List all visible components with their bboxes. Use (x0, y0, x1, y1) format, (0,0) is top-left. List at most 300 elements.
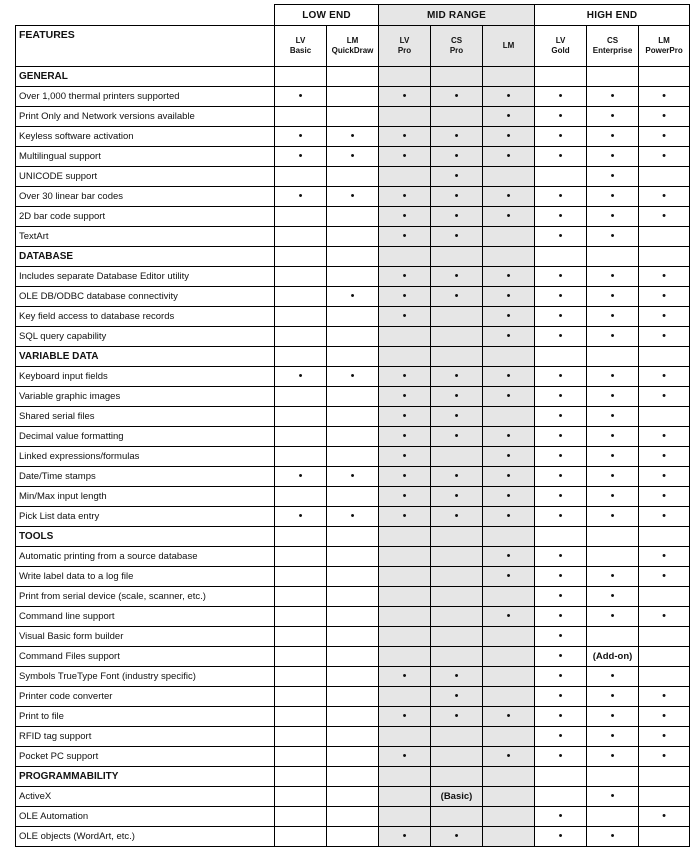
section-filler-cell (379, 247, 431, 267)
feature-value-cell (275, 787, 327, 807)
section-filler-cell (587, 247, 639, 267)
product-header (379, 26, 431, 67)
feature-value-cell (275, 107, 327, 127)
section-filler-cell (639, 247, 690, 267)
feature-value-cell: • (587, 487, 639, 507)
feature-row (16, 547, 690, 567)
feature-value-cell: • (587, 187, 639, 207)
feature-value-cell (483, 407, 535, 427)
feature-value-cell (327, 727, 379, 747)
feature-value-cell: • (275, 367, 327, 387)
feature-value-cell: • (431, 367, 483, 387)
feature-value-cell: • (379, 287, 431, 307)
product-edition: Enterprise (592, 46, 633, 55)
feature-value-cell (379, 627, 431, 647)
feature-value-cell: • (431, 427, 483, 447)
group-low-end: LOW END (275, 5, 379, 26)
feature-value-cell: • (639, 747, 690, 767)
feature-value-cell: • (379, 487, 431, 507)
feature-value-cell (275, 587, 327, 607)
feature-label: Print to file (16, 707, 275, 727)
feature-value-cell (275, 547, 327, 567)
feature-value-cell (327, 567, 379, 587)
feature-value-cell: • (535, 507, 587, 527)
section-filler-cell (327, 67, 379, 87)
section-title: GENERAL (16, 67, 275, 87)
feature-row (16, 747, 690, 767)
feature-row (16, 87, 690, 107)
feature-row (16, 287, 690, 307)
corner-cell (16, 5, 275, 26)
feature-label: Over 30 linear bar codes (16, 187, 275, 207)
product-line: LV (399, 36, 410, 45)
feature-value-cell: • (587, 327, 639, 347)
feature-value-cell (327, 587, 379, 607)
feature-label: SQL query capability (16, 327, 275, 347)
feature-value-cell (379, 587, 431, 607)
feature-value-cell: • (483, 747, 535, 767)
section-filler-cell (431, 247, 483, 267)
feature-value-cell: • (587, 587, 639, 607)
feature-value-cell (275, 567, 327, 587)
feature-value-cell: • (535, 187, 587, 207)
feature-value-cell (483, 627, 535, 647)
feature-value-cell (275, 387, 327, 407)
feature-value-cell (431, 727, 483, 747)
section-filler-cell (327, 767, 379, 787)
feature-value-cell: • (535, 667, 587, 687)
section-filler-cell (535, 247, 587, 267)
section-filler-cell (587, 347, 639, 367)
feature-value-cell: • (535, 427, 587, 447)
feature-row (16, 667, 690, 687)
section-filler-cell (535, 767, 587, 787)
feature-value-cell: • (327, 287, 379, 307)
product-line: LV (555, 36, 566, 45)
feature-value-cell (431, 747, 483, 767)
feature-value-cell: • (587, 427, 639, 447)
feature-value-cell: • (535, 227, 587, 247)
section-filler-cell (639, 527, 690, 547)
feature-value-cell (327, 107, 379, 127)
feature-value-cell (431, 107, 483, 127)
feature-value-cell: • (535, 387, 587, 407)
feature-label: Decimal value formatting (16, 427, 275, 447)
feature-value-cell: • (379, 407, 431, 427)
feature-value-cell (379, 607, 431, 627)
feature-value-cell: • (431, 687, 483, 707)
feature-value-cell: • (483, 127, 535, 147)
feature-value-cell (275, 407, 327, 427)
feature-value-cell: • (639, 327, 690, 347)
feature-value-cell (275, 647, 327, 667)
feature-value-cell: • (431, 207, 483, 227)
feature-value-cell: • (431, 227, 483, 247)
section-filler-cell (379, 527, 431, 547)
feature-row (16, 507, 690, 527)
feature-row (16, 147, 690, 167)
feature-value-cell: • (639, 187, 690, 207)
feature-value-cell: • (327, 367, 379, 387)
feature-value-cell (379, 787, 431, 807)
feature-value-cell: • (275, 127, 327, 147)
feature-value-cell: • (639, 467, 690, 487)
feature-value-cell (327, 667, 379, 687)
feature-value-cell: • (639, 107, 690, 127)
feature-value-cell (327, 427, 379, 447)
product-edition: PowerPro (645, 46, 683, 55)
feature-value-cell: • (431, 407, 483, 427)
feature-value-cell (587, 807, 639, 827)
feature-label: Write label data to a log file (16, 567, 275, 587)
feature-value-cell (327, 307, 379, 327)
feature-value-cell (379, 547, 431, 567)
feature-label: Multilingual support (16, 147, 275, 167)
feature-value-cell (275, 487, 327, 507)
feature-value-cell: • (431, 187, 483, 207)
feature-value-cell: • (379, 427, 431, 447)
feature-value-cell: • (587, 387, 639, 407)
feature-value-cell (327, 87, 379, 107)
feature-row (16, 407, 690, 427)
feature-value-cell (483, 687, 535, 707)
product-header (535, 26, 587, 67)
feature-value-cell: • (535, 367, 587, 387)
feature-value-cell (431, 547, 483, 567)
feature-value-cell: • (431, 507, 483, 527)
section-filler-cell (275, 67, 327, 87)
feature-value-cell (327, 327, 379, 347)
section-filler-cell (483, 247, 535, 267)
feature-value-cell (535, 167, 587, 187)
feature-value-cell: • (535, 207, 587, 227)
section-filler-cell (431, 347, 483, 367)
feature-rows (16, 67, 690, 847)
feature-value-cell: • (327, 507, 379, 527)
product-line: LM (502, 41, 515, 50)
section-filler-cell (483, 767, 535, 787)
feature-value-cell (483, 787, 535, 807)
feature-label: Symbols TrueType Font (industry specific) (16, 667, 275, 687)
feature-value-cell (275, 727, 327, 747)
feature-label: 2D bar code support (16, 207, 275, 227)
feature-label: Print from serial device (scale, scanner, etc.) (16, 587, 275, 607)
feature-value-cell (431, 567, 483, 587)
section-filler-cell (587, 527, 639, 547)
feature-value-cell: • (639, 567, 690, 587)
feature-value-cell (327, 607, 379, 627)
feature-value-cell (483, 727, 535, 747)
feature-value-cell: • (587, 147, 639, 167)
feature-value-cell: • (639, 727, 690, 747)
feature-value-cell: • (483, 447, 535, 467)
feature-label: OLE Automation (16, 807, 275, 827)
section-filler-cell (275, 767, 327, 787)
feature-value-cell: • (275, 87, 327, 107)
feature-value-cell (639, 587, 690, 607)
group-high-end: HIGH END (535, 5, 690, 26)
feature-label: Keyboard input fields (16, 367, 275, 387)
feature-value-cell (327, 407, 379, 427)
feature-value-cell: • (483, 107, 535, 127)
feature-value-cell: • (483, 467, 535, 487)
section-row (16, 247, 690, 267)
feature-value-cell: • (639, 147, 690, 167)
feature-value-cell (587, 627, 639, 647)
feature-row (16, 167, 690, 187)
feature-value-cell: • (535, 267, 587, 287)
feature-value-cell: • (587, 127, 639, 147)
feature-value-cell: • (379, 667, 431, 687)
product-edition: Gold (551, 46, 570, 55)
feature-value-cell: • (639, 87, 690, 107)
feature-value-cell (483, 587, 535, 607)
section-filler-cell (431, 67, 483, 87)
section-filler-cell (639, 767, 690, 787)
feature-value-cell: • (483, 307, 535, 327)
feature-value-cell: • (587, 407, 639, 427)
feature-value-cell (327, 827, 379, 847)
feature-value-cell: • (327, 467, 379, 487)
group-mid-range: MID RANGE (379, 5, 535, 26)
feature-value-cell (275, 627, 327, 647)
feature-value-cell: • (587, 107, 639, 127)
feature-value-cell: • (483, 387, 535, 407)
section-filler-cell (535, 67, 587, 87)
section-filler-cell (535, 347, 587, 367)
feature-value-cell: • (639, 507, 690, 527)
feature-value-cell: • (639, 267, 690, 287)
feature-value-cell: • (327, 147, 379, 167)
section-filler-cell (327, 527, 379, 547)
feature-value-cell: • (379, 87, 431, 107)
section-filler-cell (431, 527, 483, 547)
feature-value-cell: • (483, 567, 535, 587)
feature-value-cell: • (639, 307, 690, 327)
feature-value-cell: • (431, 827, 483, 847)
feature-value-cell (275, 267, 327, 287)
feature-value-cell: • (535, 627, 587, 647)
feature-value-cell (431, 647, 483, 667)
feature-value-cell: • (639, 127, 690, 147)
feature-value-cell: • (535, 287, 587, 307)
feature-value-cell (327, 627, 379, 647)
feature-row (16, 727, 690, 747)
feature-value-cell: • (587, 167, 639, 187)
feature-label: Keyless software activation (16, 127, 275, 147)
feature-label: TextArt (16, 227, 275, 247)
feature-label: Date/Time stamps (16, 467, 275, 487)
section-filler-cell (275, 347, 327, 367)
product-header-row (16, 26, 690, 67)
product-header (639, 26, 690, 67)
section-filler-cell (639, 347, 690, 367)
product-edition: Pro (397, 46, 412, 55)
feature-row (16, 367, 690, 387)
feature-value-cell (327, 787, 379, 807)
feature-value-cell: • (535, 647, 587, 667)
feature-label: Automatic printing from a source database (16, 547, 275, 567)
feature-value-cell: • (431, 267, 483, 287)
feature-value-cell: • (535, 807, 587, 827)
feature-value-cell: • (483, 607, 535, 627)
section-row (16, 527, 690, 547)
feature-value-cell (275, 427, 327, 447)
feature-value-cell: • (587, 307, 639, 327)
feature-value-cell (431, 307, 483, 327)
feature-value-cell (275, 307, 327, 327)
feature-row (16, 307, 690, 327)
feature-value-cell: (Basic) (431, 787, 483, 807)
feature-row (16, 327, 690, 347)
feature-value-cell: • (275, 467, 327, 487)
product-header (327, 26, 379, 67)
feature-value-cell: • (587, 227, 639, 247)
feature-value-cell (431, 587, 483, 607)
section-filler-cell (327, 347, 379, 367)
section-title: TOOLS (16, 527, 275, 547)
feature-row (16, 227, 690, 247)
feature-value-cell: • (639, 547, 690, 567)
feature-value-cell (275, 167, 327, 187)
feature-row (16, 807, 690, 827)
feature-value-cell: • (535, 87, 587, 107)
feature-value-cell: • (431, 87, 483, 107)
section-filler-cell (483, 527, 535, 547)
section-filler-cell (379, 767, 431, 787)
feature-value-cell: • (535, 147, 587, 167)
feature-label: Command line support (16, 607, 275, 627)
feature-value-cell (639, 227, 690, 247)
feature-value-cell: • (483, 187, 535, 207)
feature-value-cell (639, 667, 690, 687)
feature-row (16, 567, 690, 587)
feature-row (16, 207, 690, 227)
feature-value-cell: • (379, 307, 431, 327)
feature-value-cell: • (483, 287, 535, 307)
feature-value-cell: • (379, 267, 431, 287)
section-filler-cell (483, 67, 535, 87)
feature-value-cell: • (587, 747, 639, 767)
feature-value-cell: • (587, 367, 639, 387)
feature-value-cell (275, 667, 327, 687)
feature-value-cell: • (535, 687, 587, 707)
feature-value-cell: • (379, 227, 431, 247)
feature-value-cell: • (587, 667, 639, 687)
feature-value-cell: • (379, 707, 431, 727)
product-edition: Pro (449, 46, 464, 55)
feature-row (16, 447, 690, 467)
feature-value-cell (379, 647, 431, 667)
section-title: DATABASE (16, 247, 275, 267)
feature-value-cell: • (639, 287, 690, 307)
product-header (587, 26, 639, 67)
feature-value-cell: • (379, 507, 431, 527)
product-header (275, 26, 327, 67)
feature-value-cell: • (483, 367, 535, 387)
feature-value-cell: • (483, 507, 535, 527)
product-line: LM (658, 36, 670, 45)
section-row (16, 767, 690, 787)
feature-row (16, 487, 690, 507)
feature-value-cell: • (587, 707, 639, 727)
feature-value-cell (431, 327, 483, 347)
feature-value-cell (379, 807, 431, 827)
feature-value-cell (483, 807, 535, 827)
feature-value-cell: • (379, 387, 431, 407)
feature-value-cell: • (535, 827, 587, 847)
feature-value-cell: • (535, 107, 587, 127)
feature-row (16, 107, 690, 127)
feature-label: Printer code converter (16, 687, 275, 707)
feature-value-cell (639, 167, 690, 187)
feature-value-cell (431, 807, 483, 827)
feature-value-cell: • (535, 487, 587, 507)
feature-value-cell (431, 607, 483, 627)
feature-value-cell: • (587, 687, 639, 707)
feature-value-cell: • (379, 147, 431, 167)
feature-value-cell (327, 807, 379, 827)
product-line: CS (606, 36, 619, 45)
feature-value-cell: • (535, 467, 587, 487)
feature-value-cell: • (639, 807, 690, 827)
feature-value-cell (483, 827, 535, 847)
section-filler-cell (483, 347, 535, 367)
feature-value-cell: • (379, 187, 431, 207)
feature-value-cell (327, 387, 379, 407)
feature-row (16, 787, 690, 807)
feature-value-cell: • (587, 467, 639, 487)
product-line: LV (295, 36, 306, 45)
feature-value-cell: • (431, 167, 483, 187)
feature-value-cell: • (483, 147, 535, 167)
feature-value-cell: • (587, 447, 639, 467)
feature-row (16, 427, 690, 447)
section-filler-cell (275, 527, 327, 547)
feature-label: Visual Basic form builder (16, 627, 275, 647)
feature-label: Key field access to database records (16, 307, 275, 327)
feature-value-cell (327, 747, 379, 767)
feature-value-cell (379, 327, 431, 347)
feature-row (16, 387, 690, 407)
feature-value-cell: • (483, 487, 535, 507)
feature-value-cell: • (431, 487, 483, 507)
feature-value-cell: • (587, 267, 639, 287)
feature-value-cell: • (587, 827, 639, 847)
feature-value-cell: • (483, 327, 535, 347)
feature-row (16, 267, 690, 287)
feature-row (16, 627, 690, 647)
feature-label: Shared serial files (16, 407, 275, 427)
feature-value-cell (327, 547, 379, 567)
feature-value-cell (275, 227, 327, 247)
feature-value-cell: • (483, 427, 535, 447)
feature-value-cell: • (587, 567, 639, 587)
feature-value-cell (639, 787, 690, 807)
feature-row (16, 187, 690, 207)
feature-row (16, 707, 690, 727)
feature-value-cell (327, 267, 379, 287)
feature-value-cell (639, 827, 690, 847)
feature-value-cell: • (535, 567, 587, 587)
feature-value-cell: • (379, 467, 431, 487)
feature-value-cell: • (535, 407, 587, 427)
feature-label: OLE objects (WordArt, etc.) (16, 827, 275, 847)
feature-label: Pick List data entry (16, 507, 275, 527)
feature-row (16, 827, 690, 847)
feature-value-cell: • (639, 447, 690, 467)
feature-value-cell: • (535, 447, 587, 467)
